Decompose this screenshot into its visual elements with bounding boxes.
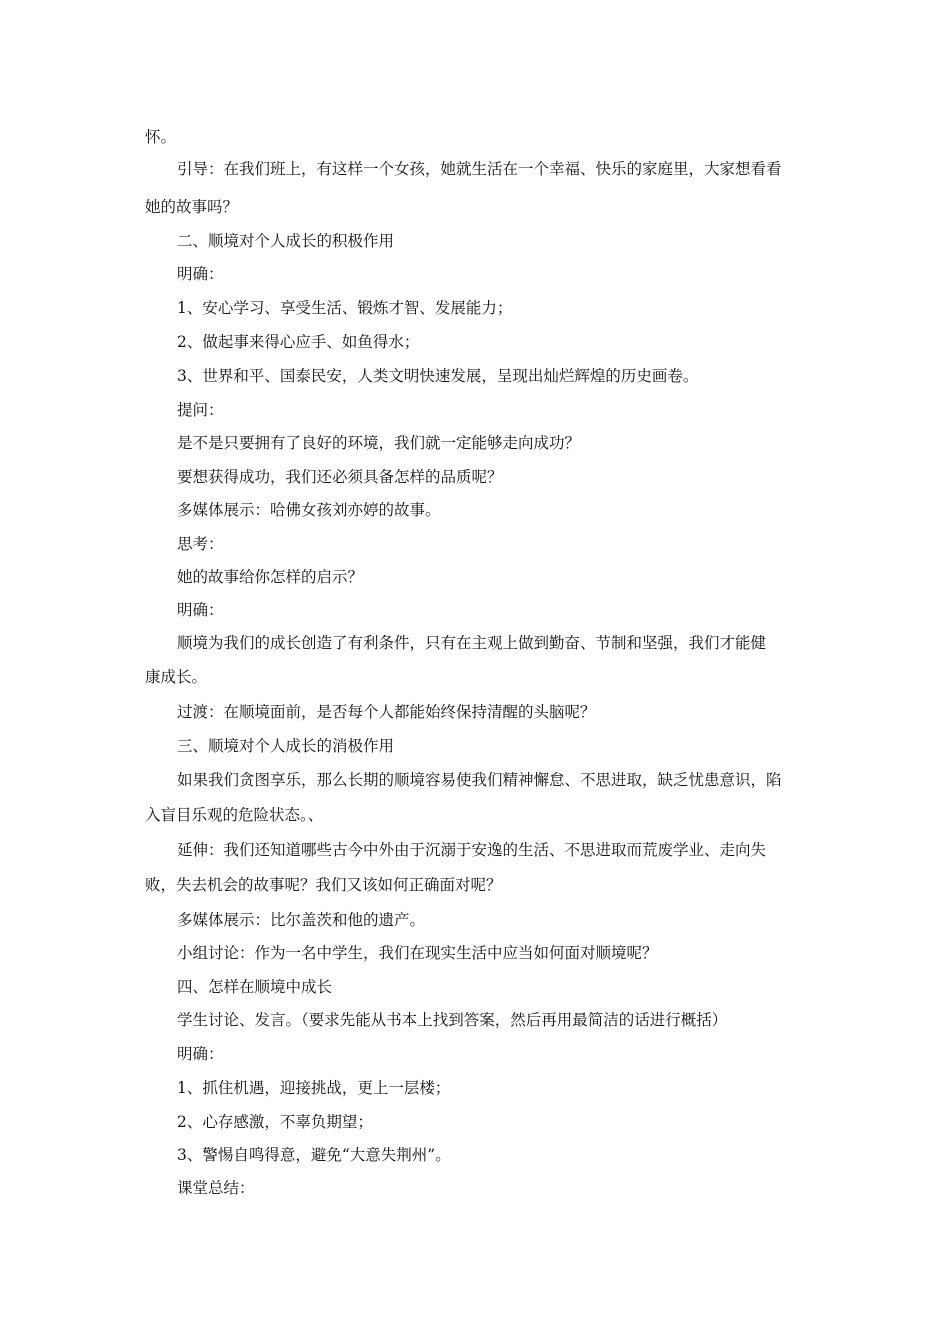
text-line: 过渡：在顺境面前，是否每个人都能始终保持清醒的头脑呢？ (177, 703, 596, 721)
text-line: 她的故事给你怎样的启示？ (177, 568, 364, 586)
list-item: 1、抓住机遇，迎接挑战，更上一层楼； (177, 1079, 451, 1097)
list-item: 3、警惕自鸣得意，避免“大意失荆州”。 (177, 1146, 451, 1164)
list-item: 2、心存感激，不辜负期望； (177, 1113, 373, 1131)
text-line: 多媒体展示：比尔盖茨和他的遗产。 (177, 911, 426, 929)
list-item: 2、做起事来得心应手、如鱼得水； (177, 333, 420, 351)
text-line: 怀。 (145, 128, 177, 146)
text-line: 明确： (177, 1045, 224, 1063)
list-item: 3、世界和平、国泰民安，人类文明快速发展，呈现出灿烂辉煌的历史画卷。 (177, 367, 699, 385)
text-line: 她的故事吗？ (145, 198, 239, 216)
text-line: 延伸：我们还知道哪些古今中外由于沉溺于安逸的生活、不思进取而荒废学业、走向失 (177, 841, 767, 859)
text-line: 学生讨论、发言。（要求先能从书本上找到答案，然后再用最简洁的话进行概括） (177, 1011, 728, 1029)
text-line: 顺境为我们的成长创造了有利条件，只有在主观上做到勤奋、节制和坚强，我们才能健 (177, 634, 767, 652)
text-line: 康成长。 (145, 668, 208, 686)
text-line: 要想获得成功，我们还必须具备怎样的品质呢？ (177, 468, 503, 486)
text-line: 败，失去机会的故事呢？我们又该如何正确面对呢？ (145, 876, 502, 894)
text-line: 小组讨论：作为一名中学生，我们在现实生活中应当如何面对顺境呢？ (177, 944, 658, 962)
text-line: 明确： (177, 601, 224, 619)
text-line: 是不是只要拥有了良好的环境，我们就一定能够走向成功？ (177, 434, 581, 452)
text-line: 提问： (177, 401, 224, 419)
section-heading: 二、顺境对个人成长的积极作用 (177, 232, 395, 250)
text-line: 入盲目乐观的危险状态。、 (145, 806, 324, 824)
section-heading: 四、怎样在顺境中成长 (177, 978, 333, 996)
text-line: 课堂总结： (177, 1179, 255, 1197)
text-line: 如果我们贪图享乐，那么长期的顺境容易使我们精神懈怠、不思进取，缺乏忧患意识，陷 (177, 771, 782, 789)
text-line: 多媒体展示：哈佛女孩刘亦婷的故事。 (177, 501, 441, 519)
text-line: 思考： (177, 535, 224, 553)
text-line: 引导：在我们班上，有这样一个女孩，她就生活在一个幸福、快乐的家庭里，大家想看看 (177, 160, 782, 178)
section-heading: 三、顺境对个人成长的消极作用 (177, 737, 395, 755)
list-item: 1、安心学习、享受生活、锻炼才智、发展能力； (177, 299, 513, 317)
text-line: 明确： (177, 265, 224, 283)
